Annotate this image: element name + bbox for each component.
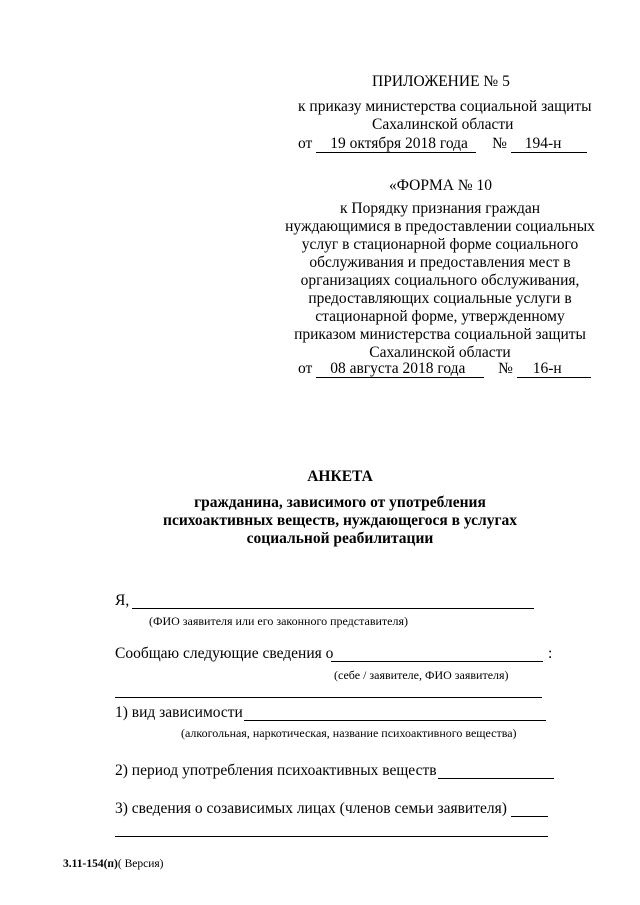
form-line: предоставляющих социальные услуги в: [308, 290, 572, 307]
subtitle-line: социальной реабилитации: [246, 530, 434, 547]
info-hint: (себе / заявителе, ФИО заявителя): [334, 668, 509, 682]
q1-fill-line[interactable]: [244, 720, 546, 721]
form-num-sign: №: [498, 360, 513, 377]
appendix-number: 194-н: [511, 136, 587, 153]
form-line: обслуживания и предоставления мест в: [309, 254, 571, 271]
form-title: «ФОРМА № 10: [389, 177, 493, 194]
form-line: организациях социального обслуживания,: [300, 272, 580, 289]
appendix-line-1: к приказу министерства социальной защиты: [298, 98, 592, 115]
form-date-row: [298, 360, 591, 378]
q3-continuation-line[interactable]: [115, 836, 548, 837]
appendix-date-prefix: от: [298, 135, 313, 152]
q1-hint: (алкогольная, наркотическая, название психоактивного вещества): [181, 726, 517, 740]
subtitle-line: гражданина, зависимого от употребления: [194, 494, 486, 511]
info-label: Сообщаю следующие сведения о: [115, 645, 334, 662]
form-date-prefix: от: [298, 360, 313, 377]
subtitle-line: психоактивных веществ, нуждающегося в услугах: [163, 512, 517, 529]
appendix-num-sign: №: [492, 135, 507, 152]
info-colon: :: [548, 645, 553, 662]
questionnaire-title: АНКЕТА: [307, 468, 373, 485]
q2-label: 2) период употребления психоактивных веществ: [115, 762, 437, 779]
form-description: [280, 200, 600, 362]
form-number: 16-н: [517, 361, 591, 378]
footer-code: 3.11-154(п): [63, 858, 118, 870]
info-continuation-line[interactable]: [115, 697, 542, 698]
form-line: нуждающимися в предоставлении социальных: [285, 218, 595, 235]
ya-hint: (ФИО заявителя или его законного представителя): [149, 614, 408, 628]
q3-label: 3) сведения о созависимых лицах (членов семьи заявителя): [115, 800, 507, 817]
form-line: к Порядку признания граждан: [339, 200, 541, 217]
ya-label: Я,: [115, 592, 130, 609]
form-line: приказом министерства социальной защиты: [294, 326, 586, 343]
q3-fill-line[interactable]: [511, 816, 548, 817]
q1-label: 1) вид зависимости: [115, 704, 243, 721]
questionnaire-subtitle: [0, 494, 640, 548]
form-line: Сахалинской области: [369, 344, 511, 361]
appendix-date: 19 октября 2018 года: [316, 136, 476, 153]
appendix-line-2: Сахалинской области: [372, 116, 514, 133]
appendix-date-row: [298, 135, 587, 153]
q2-fill-line[interactable]: [438, 778, 554, 779]
info-fill-line[interactable]: [331, 661, 543, 662]
form-date: 08 августа 2018 года: [316, 361, 484, 378]
form-line: стационарной форме, утвержденному: [315, 308, 565, 325]
footer-version: ( Версия): [117, 858, 164, 870]
ya-fill-line[interactable]: [132, 608, 534, 609]
appendix-title: ПРИЛОЖЕНИЕ № 5: [372, 73, 510, 90]
form-line: услуг в стационарной форме социального: [301, 236, 579, 253]
footer-code-block: [63, 858, 163, 870]
